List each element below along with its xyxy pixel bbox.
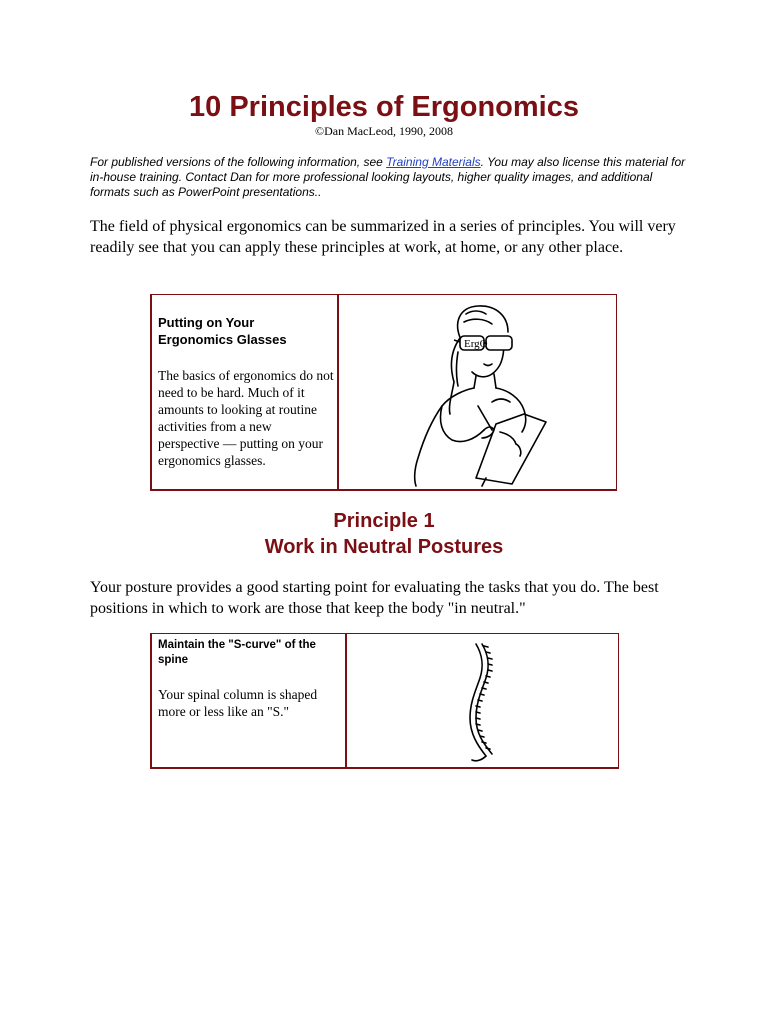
box-divider bbox=[337, 295, 339, 489]
spine-illustration bbox=[462, 640, 502, 764]
posture-paragraph: Your posture provides a good starting point for evaluating the tasks that you do. The best positions in which to work are those that keep the body "in neutral." bbox=[90, 579, 659, 617]
woman-with-ergo-glasses-illustration bbox=[400, 302, 550, 487]
published-versions-note bbox=[90, 155, 690, 200]
box-heading: Putting on Your Ergonomics Glasses bbox=[158, 315, 287, 347]
document-title: 10 Principles of Ergonomics bbox=[189, 91, 579, 123]
intro-paragraph: The field of physical ergonomics can be summarized in a series of principles. You will very readily see that you can apply these principles at work, at home, or any other place. bbox=[90, 218, 676, 256]
principle-1-heading bbox=[0, 508, 768, 560]
training-materials-link[interactable]: Training Materials bbox=[386, 155, 481, 169]
note-text-after: . You may also license this material for in-house training. Contact Dan for more professional looking layouts, higher quality images, and additional formats such as PowerPoint presentations.. bbox=[90, 155, 686, 199]
copyright-line: ©Dan MacLeod, 1990, 2008 bbox=[314, 124, 454, 138]
box-heading: Maintain the "S-curve" of the spine bbox=[158, 639, 316, 666]
box-text: The basics of ergonomics do not need to be hard. Much of it amounts to looking at routine activities from a new perspective — putting on your ergonomics glasses. bbox=[158, 368, 334, 468]
note-text-before: For published versions of the following information, see bbox=[90, 155, 387, 169]
principle-label: Principle 1 bbox=[333, 510, 435, 532]
principle-title: Work in Neutral Postures bbox=[264, 536, 504, 558]
box-text: Your spinal column is shaped more or less like an "S." bbox=[158, 687, 318, 719]
glasses-text: ErgO bbox=[464, 338, 488, 350]
s-curve-box bbox=[150, 633, 619, 769]
box-divider bbox=[345, 634, 347, 767]
